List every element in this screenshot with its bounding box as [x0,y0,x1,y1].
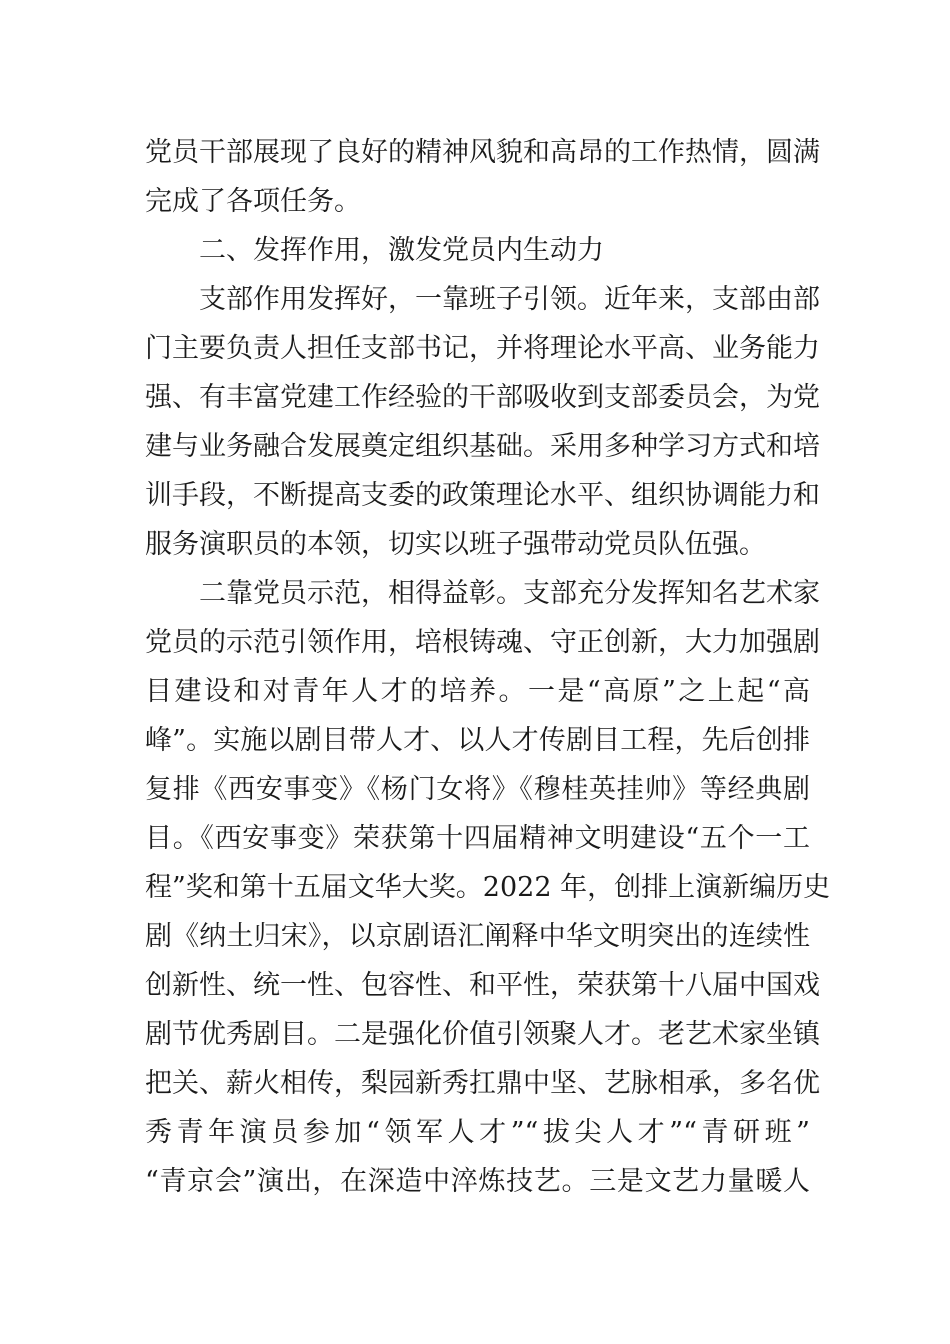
text-line: 完成了各项任务。 [145,186,361,217]
paragraph-first-line: 二靠党员示范，相得益彰。支部充分发挥知名艺术家 [199,578,820,609]
text-line: 党员干部展现了良好的精神风貌和高昂的工作热情，圆满 [145,137,820,168]
text-line: 建与业务融合发展奠定组织基础。采用多种学习方式和培 [145,431,820,462]
body-text [145,128,831,1206]
text-line: 党员的示范引领作用，培根铸魂、守正创新，大力加强剧 [145,627,820,658]
section-heading: 二、发挥作用，激发党员内生动力 [199,235,604,266]
text-line: 强、有丰富党建工作经验的干部吸收到支部委员会，为党 [145,382,820,413]
text-line: 程”奖和第十五届文华大奖。2022 年，创排上演新编历史 [145,872,831,903]
text-line: 目。《西安事变》荣获第十四届精神文明建设“五个一工 [145,823,810,854]
text-line: 剧节优秀剧目。二是强化价值引领聚人才。老艺术家坐镇 [145,1019,820,1050]
text-line: 剧《纳土归宋》，以京剧语汇阐释中华文明突出的连续性 [145,921,810,952]
text-line: 秀青年演员参加“领军人才”“拔尖人才”“青研班” [145,1117,810,1148]
text-line: “青京会”演出，在深造中淬炼技艺。三是文艺力量暖人 [145,1166,810,1197]
text-line: 把关、薪火相传，梨园新秀扛鼎中坚、艺脉相承，多名优 [145,1068,820,1099]
text-line: 训手段，不断提高支委的政策理论水平、组织协调能力和 [145,480,820,511]
text-line: 门主要负责人担任支部书记，并将理论水平高、业务能力 [145,333,820,364]
paragraph-first-line: 支部作用发挥好，一靠班子引领。近年来，支部由部 [199,284,820,315]
text-line: 复排《西安事变》《杨门女将》《穆桂英挂帅》等经典剧 [145,774,810,805]
text-line: 目建设和对青年人才的培养。一是“高原”之上起“高 [145,676,810,707]
text-line: 创新性、统一性、包容性、和平性，荣获第十八届中国戏 [145,970,820,1001]
text-line: 服务演职员的本领，切实以班子强带动党员队伍强。 [145,529,766,560]
text-line: 峰”。实施以剧目带人才、以人才传剧目工程，先后创排 [145,725,810,756]
